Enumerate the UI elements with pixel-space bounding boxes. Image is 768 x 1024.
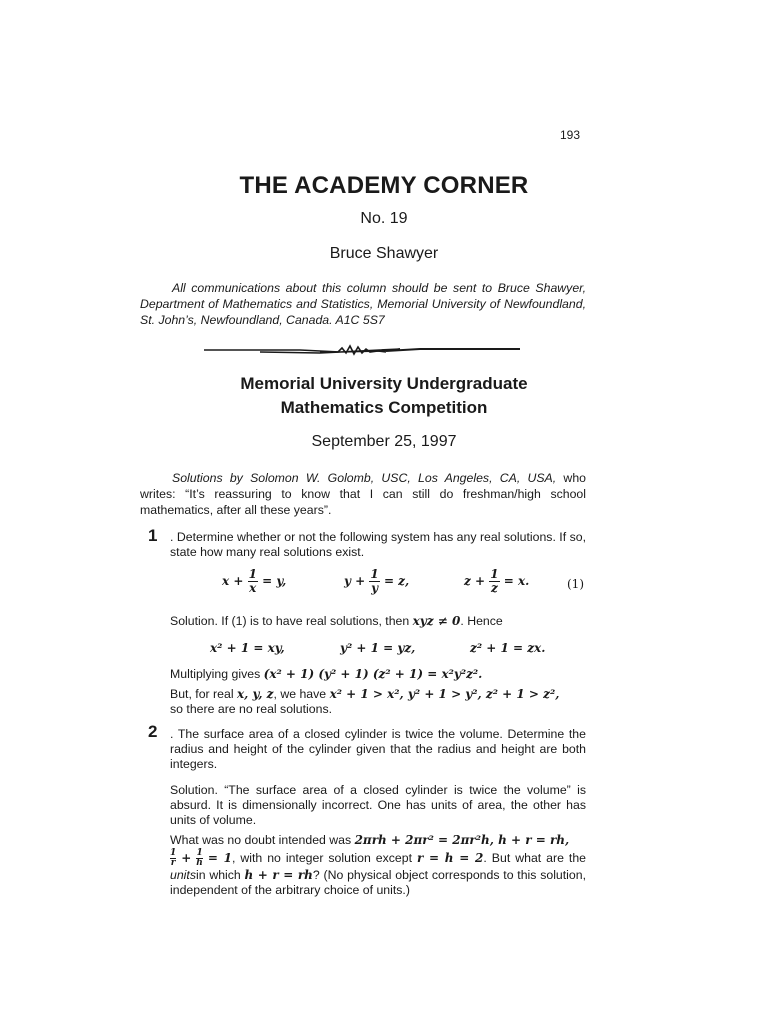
equation-2b: y² + 1 = yz, — [340, 641, 416, 655]
decorative-flourish-divider — [200, 340, 524, 358]
equation-2a: x² + 1 = xy, — [210, 641, 285, 655]
page-number: 193 — [560, 128, 581, 142]
competition-date: September 25, 1997 — [311, 433, 457, 450]
equation-2c: z² + 1 = zx. — [470, 641, 546, 655]
equation-1c: z + $\frac{1}{z}$ = x. — [464, 567, 530, 595]
equation-label: (1) — [567, 577, 584, 591]
problem-1-solution-intro: Solution. If (1) is to have real solutions, then xyz ≠ 0. Hence — [170, 614, 503, 628]
problem-1-number: 1 — [148, 526, 158, 545]
equation-1a: x + $\frac{1}{x}$ = y, — [222, 567, 287, 595]
communications-note: All communications about this column should be sent to Bruce Shawyer, Department of Mathematics and Statistics, Memorial University of Newfoundland, St. John’s, Newfoundland, Canada. A1C 5S7 — [140, 281, 586, 327]
competition-title-line1: Memorial University Undergraduate — [240, 374, 528, 393]
problem-2-solution-2: What was no doubt intended was 2πrh + 2πr² = 2πr²h, h + r = rh, — [170, 833, 570, 847]
competition-title-line2: Mathematics Competition — [280, 398, 488, 417]
column-author: Bruce Shawyer — [329, 245, 439, 262]
issue-number: No. 19 — [360, 210, 408, 227]
problem-2-solution-3: $\frac{1}{r}$ + $\frac{1}{h}$ = 1, with no integer solution except r = h = 2. But what are the unitsin which h + r = rh? (No physical object corresponds to this solution, independent of the arbitrary choice of units.) — [170, 848, 587, 897]
intro-quote: who writes: “It’s reassuring to know that I can still do freshman/high school mathematics, after all these years”. — [140, 471, 586, 517]
problem-1-conclusion: But, for real x, y, z, we have x² + 1 > x², y² + 1 > y², z² + 1 > z², so there are no real solutions. — [170, 687, 560, 716]
competition-title — [0, 372, 768, 420]
problem-1-multiplying: Multiplying gives (x² + 1) (y² + 1) (z² + 1) = x²y²z². — [170, 667, 483, 681]
problem-2-solution-1: Solution. “The surface area of a closed cylinder is twice the volume” is absurd. It is dimensionally incorrect. One has units of area, the other has units of volume. — [170, 783, 586, 827]
problem-1-statement: . Determine whether or not the following system has any real solutions. If so, state how many real solutions exist. — [170, 530, 586, 559]
problem-2-statement: . The surface area of a closed cylinder is twice the volume. Determine the radius and height of the cylinder given that the radius and height are both integers. — [170, 727, 586, 771]
problem-2-number: 2 — [148, 722, 158, 741]
page-title: THE ACADEMY CORNER — [239, 172, 529, 199]
equation-1b: y + $\frac{1}{y}$ = z, — [344, 567, 410, 595]
intro-paragraph — [140, 470, 586, 518]
solutions-credit: Solutions by Solomon W. Golomb, USC, Los Angeles, CA, USA, — [172, 471, 557, 485]
